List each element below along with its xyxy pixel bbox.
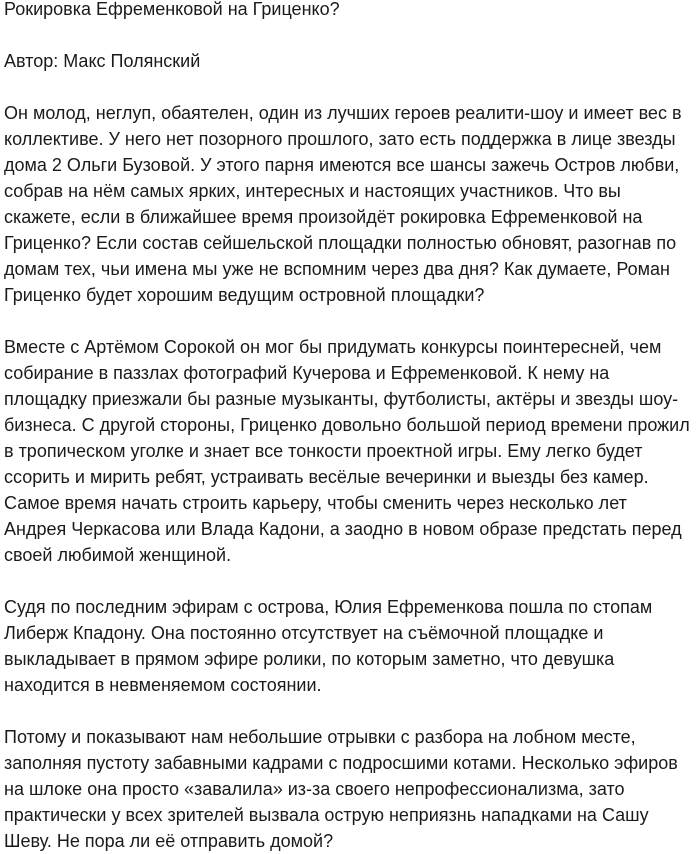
paragraph-3: Судя по последним эфирам с острова, Юлия Ефременкова пошла по стопам Либерж Кпадону. Она постоянно отсутствует на съёмочной площадке и выкладывает в прямом эфире ролики, по которым заметно, что девушка находится в невменяемом состоянии. xyxy=(4,597,653,695)
article-author: Автор: Макс Полянский xyxy=(4,51,201,71)
paragraph-1: Он молод, неглуп, обаятелен, один из лучших героев реалити-шоу и имеет вес в коллективе. У него нет позорного прошлого, зато есть поддержка в лице звезды дома 2 Ольги Бузовой. У этого парня имеются все шансы зажечь Остров любви, собрав на нём самых ярких, интересных и настоящих участников. Что вы скажете, если в ближайшее время произойдёт рокировка Ефременковой на Гриценко? Если состав сейшельской площадки полностью обновят, разогнав по домам тех, чьи имена мы уже не вспомним через два дня? Как думаете, Роман Гриценко будет хорошим ведущим островной площадки? xyxy=(4,103,682,305)
article-title: Рокировка Ефременковой на Гриценко? xyxy=(4,0,340,19)
paragraph-2: Вместе с Артёмом Сорокой он мог бы придумать конкурсы поинтересней, чем собирание в паззлах фотографий Кучерова и Ефременковой. К нему на площадку приезжали бы разные музыканты, футболисты, актёры и звезды шоу-бизнеса. С другой стороны, Гриценко довольно большой период времени прожил в тропическом уголке и знает все тонкости проектной игры. Ему легко будет ссорить и мирить ребят, устраивать весёлые вечеринки и выезды без камер. Самое время начать строить карьеру, чтобы сменить через несколько лет Андрея Черкасова или Влада Кадони, а заодно в новом образе предстать перед своей любимой женщиной. xyxy=(4,337,690,565)
paragraph-4: Потому и показывают нам небольшие отрывки с разбора на лобном месте, заполняя пустоту забавными кадрами с подросшими котами. Несколько эфиров на шлоке она просто «завалила» из-за своего непрофессионализма, зато практически у всех зрителей вызвала острую неприязнь нападками на Сашу Шеву. Не пора ли её отправить домой? xyxy=(4,727,678,851)
